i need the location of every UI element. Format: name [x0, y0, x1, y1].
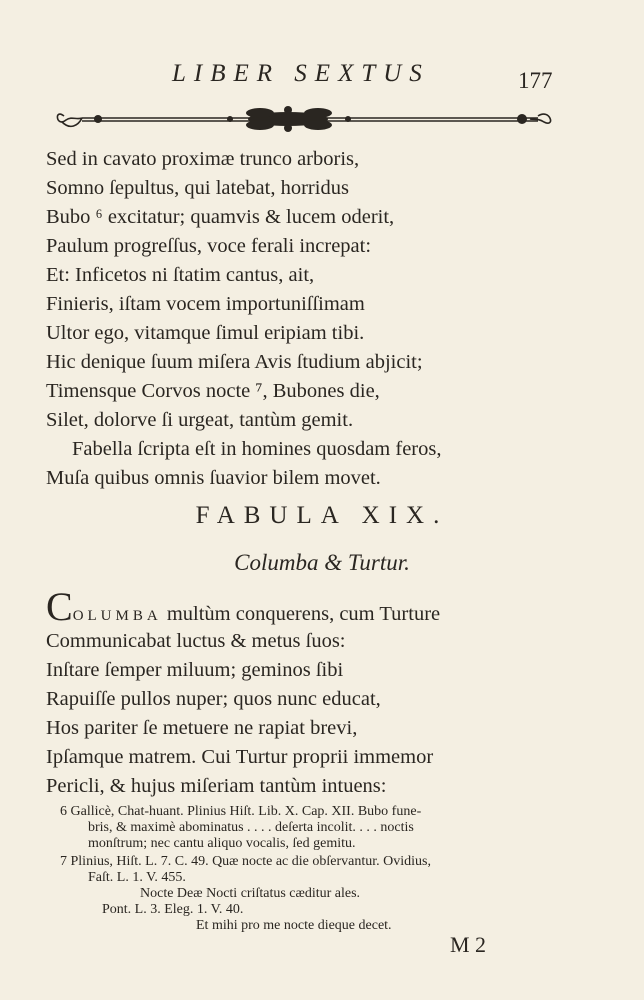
verse-line: Sed in cavato proximæ trunco arboris,: [46, 148, 360, 170]
verse-line: Bubo ⁶ excitatur; quamvis & lucem oderit,: [46, 206, 395, 228]
verse-line: Rapuiſſe pullos nuper; quos nunc educat,: [46, 688, 381, 710]
running-head: [0, 60, 644, 96]
footnote-line: 6 Gallicè, Chat-huant. Plinius Hiſt. Lib. X. Cap. XII. Bubo fune-: [60, 804, 422, 819]
fable-title: FABULA XIX.: [195, 502, 449, 529]
verse-line: Ipſamque matrem. Cui Turtur proprii immemor: [46, 746, 434, 768]
footnote-line: Faſt. L. 1. V. 455.: [88, 870, 186, 885]
signature-mark: M 2: [450, 932, 487, 957]
verse-line: Paulum progreſſus, voce ferali increpat:: [46, 235, 372, 257]
first-word-smallcaps: OLUMBA: [72, 608, 162, 624]
verse-line: Hic denique ſuum miſera Avis ſtudium abjicit;: [46, 351, 423, 373]
verse-line: Timensque Corvos nocte ⁷, Bubones die,: [46, 380, 380, 402]
footnote-line: Et mihi pro me nocte dieque decet.: [196, 918, 392, 933]
verse-line: Somno ſepultus, qui latebat, horridus: [46, 177, 349, 199]
first-line-rest: multùm conquerens, cum Turture: [166, 603, 441, 625]
footnote-line: monſtrum; nec cantu aliquo vocalis, ſed gemitu.: [88, 836, 356, 851]
verse-line: Finieris, iſtam vocem importuniſſimam: [46, 293, 365, 315]
footnote-line: Pont. L. 3. Eleg. 1. V. 40.: [102, 902, 244, 917]
verse-line: Hos pariter ſe metuere ne rapiat brevi,: [46, 717, 358, 739]
verse-line: Communicabat luctus & metus ſuos:: [46, 630, 346, 652]
verse-line: Silet, dolorve ſi urgeat, tantùm gemit.: [46, 409, 354, 431]
drop-cap: C: [46, 584, 73, 629]
footnote-line: Nocte Deæ Nocti criſtatus cæditur ales.: [140, 886, 361, 901]
page-number: 177: [518, 68, 553, 93]
vine-rule-ornament-icon: [52, 98, 558, 138]
verse-line: Ultor ego, vitamque ſimul eripiam tibi.: [46, 322, 365, 344]
verse-top: [0, 145, 644, 493]
footnote-line: bris, & maximè abominatus . . . . deſerta incolit. . . . noctis: [88, 820, 414, 835]
verse-line: Et: Inficetos ni ſtatim cantus, ait,: [46, 264, 315, 286]
first-line: [46, 585, 440, 629]
footnote-line: 7 Plinius, Hiſt. L. 7. C. 49. Quæ nocte ac die obſervantur. Ovidius,: [60, 854, 431, 869]
fable-subtitle: Columba & Turtur.: [234, 550, 410, 575]
verse-line: Inſtare ſemper miluum; geminos ſibi: [46, 659, 344, 681]
verse-line: Pericli, & hujus miſeriam tantùm intuens:: [46, 775, 387, 797]
moral-line: Muſa quibus omnis ſuavior bilem movet.: [46, 467, 381, 489]
verse-bottom: [0, 627, 644, 801]
running-title: LIBER SEXTUS: [172, 60, 430, 87]
moral-line: Fabella ſcripta eſt in homines quosdam feros,: [72, 438, 442, 460]
